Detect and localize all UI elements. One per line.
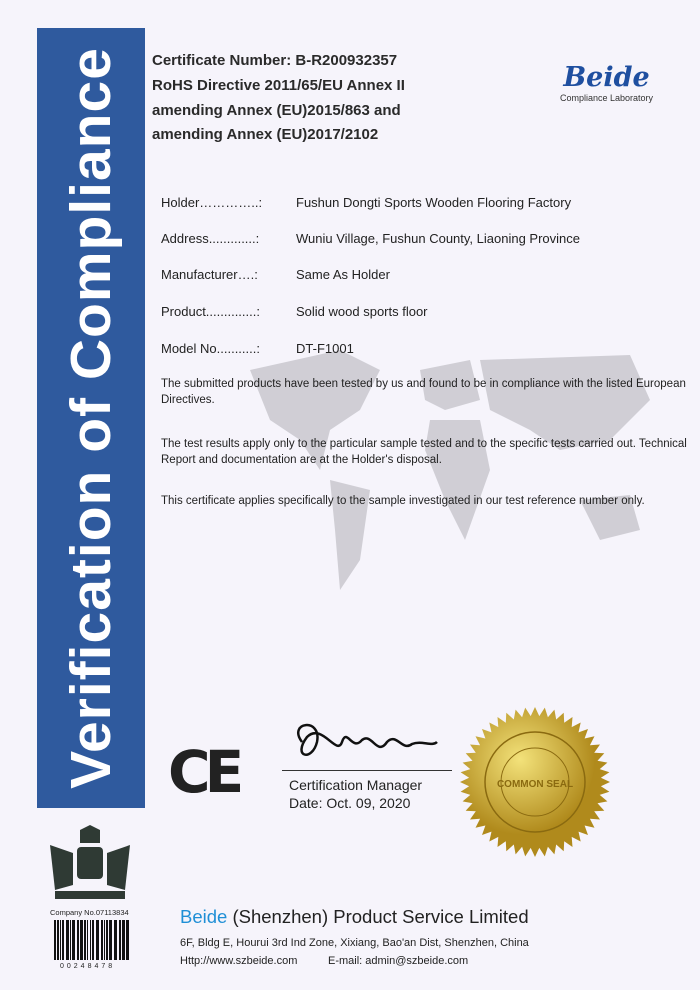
barcode-bar [126,920,129,960]
manufacturer-label: Manufacturer….: [161,267,258,282]
barcode-bar [57,920,59,960]
signature-line [282,770,452,771]
paragraph-test-results: The test results apply only to the particular sample tested and to the specific tests carried out. Technical Report and documentation are at the Holder's disposal. [161,438,687,466]
seal-text: COMMON SEAL [496,779,574,790]
company-name [180,906,529,928]
barcode-bar [80,920,83,960]
barcode-bar [90,920,91,960]
coat-of-arms [45,825,135,905]
barcode-bar [77,920,79,960]
product-value: Solid wood sports floor [296,304,428,319]
barcode-bar [66,920,69,960]
gold-seal [460,707,610,857]
company-email[interactable]: E-mail: admin@szbeide.com [328,955,469,967]
barcode-bar [54,920,56,960]
company-name-rest: (Shenzhen) Product Service Limited [227,906,529,927]
vertical-title: Verification of Compliance [59,47,123,789]
model-label: Model No...........: [161,341,260,356]
barcode-bar [87,920,88,960]
signature [282,712,442,772]
barcode-bar [62,920,64,960]
barcode [54,920,130,960]
directive-line: RoHS Directive 2011/65/EU Annex II [152,77,405,94]
product-label: Product..............: [161,304,260,319]
certificate-number: Certificate Number: B-R200932357 [152,52,398,69]
barcode-bar [119,920,121,960]
world-map-watermark [230,330,670,630]
barcode-bar [101,920,103,960]
signer-title: Certification Manager [289,777,423,793]
barcode-number: 00248478 [60,963,116,970]
logo-subtitle: Compliance Laboratory [560,93,654,103]
barcode-bar [70,920,71,960]
model-value: DT-F1001 [296,341,354,356]
barcode-bar [114,920,117,960]
barcode-bar [109,920,112,960]
ce-mark: CE [168,738,239,806]
manufacturer-value: Same As Holder [296,267,390,282]
address-label: Address.............: [161,231,260,246]
amending-line-2: amending Annex (EU)2017/2102 [152,126,379,143]
barcode-bar [96,920,99,960]
certificate-date: Date: Oct. 09, 2020 [289,795,411,811]
company-website[interactable]: Http://www.szbeide.com [180,955,298,967]
barcode-bar [60,920,61,960]
barcode-bar [72,920,75,960]
holder-value: Fushun Dongti Sports Wooden Flooring Factory [296,195,572,210]
logo-brand: Beide [563,62,650,93]
company-address: 6F, Bldg E, Hourui 3rd Ind Zone, Xixiang, Bao'an Dist, Shenzhen, China [180,937,529,949]
paragraph-compliance: The submitted products have been tested by us and found to be in compliance with the listed European Directives. [161,378,686,406]
company-brand: Beide [180,906,228,927]
company-number: Company No.07113834 [50,908,129,917]
barcode-bar [122,920,125,960]
beide-logo [560,62,653,103]
amending-line-1: amending Annex (EU)2015/863 and [152,102,401,119]
barcode-bar [84,920,86,960]
barcode-bar [104,920,105,960]
barcode-bar [92,920,94,960]
holder-label: Holder…………..: [161,195,263,210]
address-value: Wuniu Village, Fushun County, Liaoning Province [296,231,581,246]
paragraph-scope: This certificate applies specifically to the sample investigated in our test reference number only. [161,495,645,507]
barcode-bar [106,920,108,960]
